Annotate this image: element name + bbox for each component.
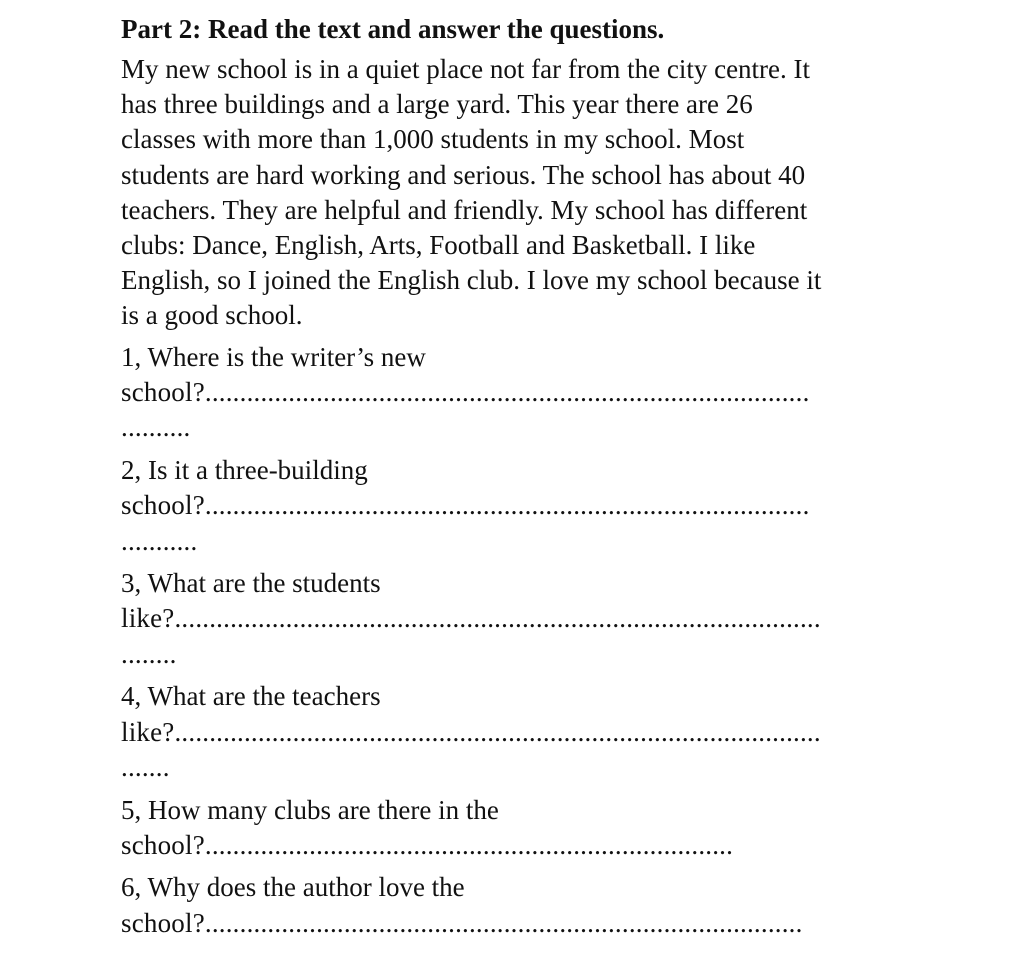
question-1 xyxy=(121,340,911,446)
question-3 xyxy=(121,566,911,672)
question-text: 1, Where is the writer’s new xyxy=(121,341,426,372)
answer-line: school?....................................................................................... xyxy=(121,490,810,521)
answer-line: school?...................................................................................... xyxy=(121,907,803,938)
worksheet xyxy=(121,12,911,948)
question-text: 3, What are the students xyxy=(121,568,381,599)
question-text: 6, Why does the author love the xyxy=(121,872,465,903)
question-text: 4, What are the teachers xyxy=(121,681,381,712)
answer-line: school?....................................................................................... xyxy=(121,377,810,408)
passage-line: clubs: Dance, English, Arts, Football and Basketball. I like xyxy=(121,230,756,261)
question-text: 2, Is it a three-building xyxy=(121,454,368,485)
answer-line-continued: ........... xyxy=(121,525,198,556)
passage-line: My new school is in a quiet place not far from the city centre. It xyxy=(121,54,811,84)
passage-line: has three buildings and a large yard. This year there are 26 xyxy=(121,89,753,120)
passage-line: is a good school. xyxy=(121,300,303,331)
passage-line: students are hard working and serious. The school has about 40 xyxy=(121,159,806,190)
answer-line-continued: ........ xyxy=(121,638,177,669)
question-text: 5, How many clubs are there in the xyxy=(121,794,499,825)
question-6 xyxy=(121,870,911,941)
reading-passage xyxy=(121,52,911,334)
passage-line: classes with more than 1,000 students in my school. Most xyxy=(121,124,745,155)
question-5 xyxy=(121,793,911,864)
question-2 xyxy=(121,453,911,559)
answer-line: school?............................................................................ xyxy=(121,829,734,860)
passage-line: teachers. They are helpful and friendly. My school has different xyxy=(121,194,808,225)
answer-line: like?............................................................................................. xyxy=(121,603,821,634)
answer-line-continued: ....... xyxy=(121,752,170,783)
passage-line: English, so I joined the English club. I love my school because it xyxy=(121,265,822,296)
section-title: Part 2: Read the text and answer the questions. xyxy=(121,14,665,44)
answer-line: like?............................................................................................. xyxy=(121,716,821,747)
answer-line-continued: .......... xyxy=(121,412,191,443)
question-4 xyxy=(121,679,911,785)
